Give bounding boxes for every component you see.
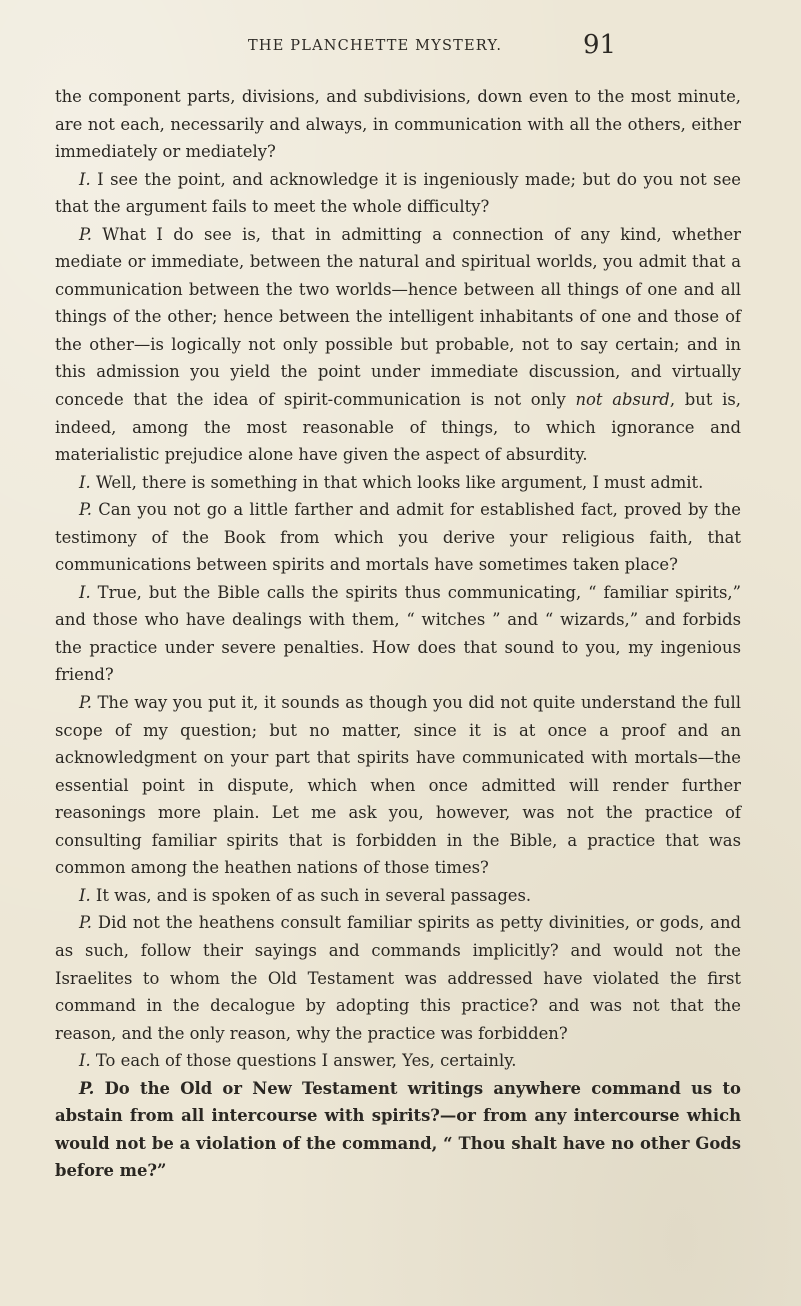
paragraph-continuation — [55, 83, 741, 166]
paragraph-text: Did not the heathens consult familiar spirits as petty divinities, or gods, and as such, follow their sayings and commands implicitly? and would not the Israelites to whom the Old Testament was addressed have violated the first command in the decalogue by adopting this practice? and was not that the reason, and the only reason, why the practice was forbidden? — [55, 913, 741, 1043]
paragraph-dialogue — [55, 1047, 741, 1075]
paragraph-text: Well, there is something in that which looks like argument, I must admit. — [90, 472, 704, 492]
paragraph-text: the component parts, divisions, and subdivisions, down even to the most minute, are not each, necessarily and always, in communication with all the others, either immediately or mediately? — [55, 87, 741, 162]
paragraph-text: True, but the Bible calls the spirits thus communicating, “ familiar spirits,” and those who have dealings with them, “ witches ” and “ wizards,” and forbids the practice under severe penalties. How does that sound to you, my ingenious friend? — [55, 582, 741, 685]
running-head: THE PLANCHETTE MYSTERY. — [248, 38, 503, 54]
paragraph-dialogue — [55, 882, 741, 910]
paragraph-text: I see the point, and acknowledge it is ingeniously made; but do you not see that the argument fails to meet the whole difficulty? — [55, 169, 741, 217]
speaker-label: P. — [79, 1078, 95, 1098]
speaker-label: P. — [79, 693, 92, 713]
body-text — [55, 83, 741, 1185]
speaker-label: I. — [79, 472, 91, 492]
speaker-label: I. — [79, 582, 91, 602]
paragraph-text: Can you not go a little farther and admit for established fact, proved by the testimony of the Book from which you derive your religious faith, that communications between spirits and mortals have sometimes taken place? — [55, 500, 741, 575]
paragraph-dialogue — [55, 1075, 741, 1185]
page-number: 91 — [583, 30, 617, 60]
speaker-label: P. — [79, 913, 92, 933]
paragraph-text: To each of those questions I answer, Yes, certainly. — [90, 1051, 517, 1071]
paragraph-dialogue — [55, 909, 741, 1047]
paragraph-text: What I do see is, that in admitting a connection of any kind, whether mediate or immediate, between the natural and spiritual worlds, you admit that a communication between the two worlds—hence between all things of one and all things of the other; hence between the intelligent inhabitants of one and those of the other—is logically not only possible but probable, not to say certain; and in this admission you yield the point under immediate discussion, and virtually concede that the idea of spirit-communication is not only — [55, 224, 741, 410]
speaker-label: P. — [79, 500, 92, 520]
paragraph-dialogue — [55, 689, 741, 882]
paragraph-text: Do the Old or New Testament writings anywhere command us to abstain from all intercourse with spirits?—or from any intercourse which would not be a violation of the command, “ Thou shalt have no other Gods before me?” — [55, 1078, 741, 1181]
speaker-label: I. — [79, 885, 91, 905]
paragraph-text: , but is, indeed, among the most reasonable of things, to which ignorance and materialistic prejudice alone have given the aspect of absurdity. — [55, 390, 742, 465]
speaker-label: P. — [79, 224, 92, 244]
paragraph-text: It was, and is spoken of as such in several passages. — [90, 885, 532, 905]
paragraph-dialogue — [55, 496, 741, 579]
speaker-label: I. — [79, 1051, 91, 1071]
paragraph-dialogue — [55, 469, 741, 497]
speaker-label: I. — [79, 169, 91, 189]
paragraph-dialogue — [55, 221, 741, 469]
paragraph-dialogue — [55, 166, 741, 221]
emphasized-text: not absurd — [575, 390, 670, 410]
paragraph-text: The way you put it, it sounds as though you did not quite understand the full scope of my question; but no matter, since it is at once a proof and an acknowledgment on your part that spirits have communicated with mortals—the essential point in dispute, which when once admitted will render further reasonings more plain. Let me ask you, however, was not the practice of consulting familiar spirits that is forbidden in the Bible, a practice that was common among the heathen nations of those times? — [55, 693, 741, 878]
page-header — [0, 30, 801, 72]
paragraph-dialogue — [55, 579, 741, 689]
